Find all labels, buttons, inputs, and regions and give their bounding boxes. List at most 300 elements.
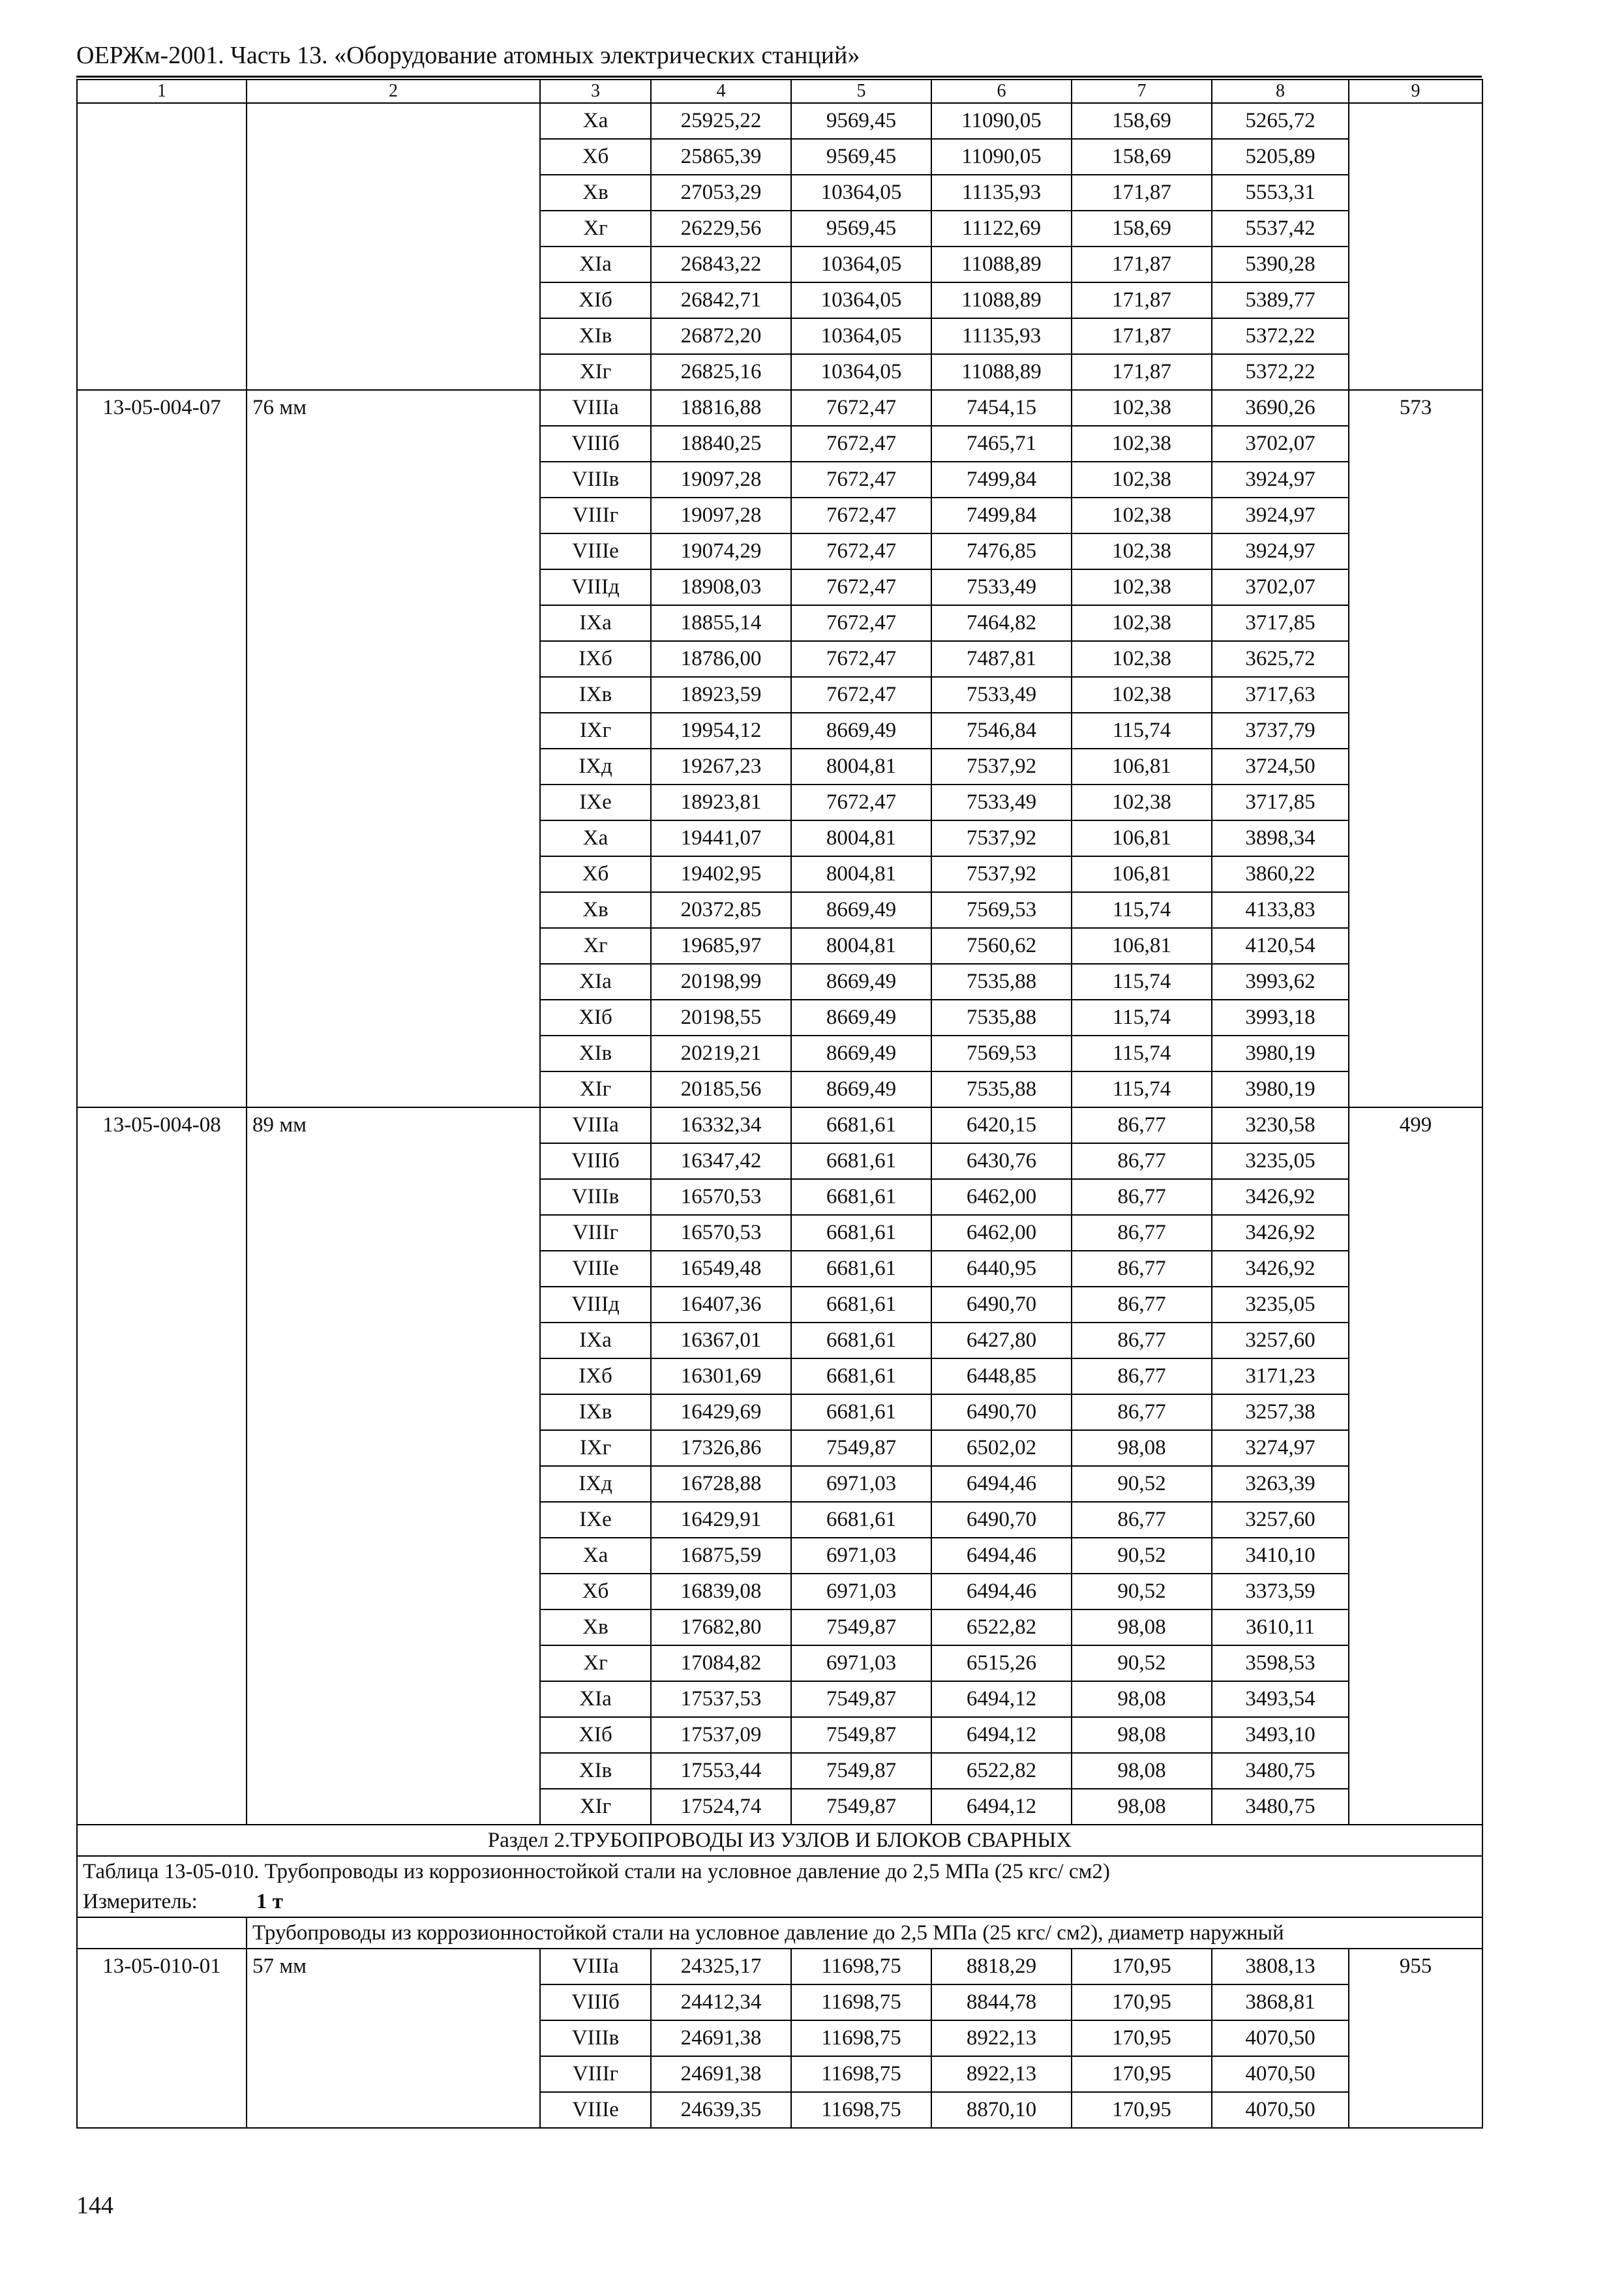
driver-wage: 106,81 xyxy=(1072,749,1212,785)
unit-value: 1 т xyxy=(256,1890,283,1913)
labor-cost: 8004,81 xyxy=(791,749,931,785)
total-cost: 16429,91 xyxy=(651,1502,791,1538)
material-cost: 3737,79 xyxy=(1212,713,1349,749)
labor-cost: 8669,49 xyxy=(791,1036,931,1071)
labor-cost: 7549,87 xyxy=(791,1609,931,1645)
labor-cost: 8669,49 xyxy=(791,892,931,928)
total-cost: 24691,38 xyxy=(651,2056,791,2092)
driver-wage: 98,08 xyxy=(1072,1430,1212,1466)
labor-cost: 6971,03 xyxy=(791,1574,931,1609)
total-cost: 16728,88 xyxy=(651,1466,791,1502)
machine-cost: 11088,89 xyxy=(931,354,1072,390)
machine-cost: 11088,89 xyxy=(931,282,1072,318)
driver-wage: 86,77 xyxy=(1072,1143,1212,1179)
machine-cost: 11090,05 xyxy=(931,103,1072,139)
column-number: 9 xyxy=(1349,80,1482,103)
total-cost: 19267,23 xyxy=(651,749,791,785)
machine-cost: 6462,00 xyxy=(931,1215,1072,1251)
column-number: 1 xyxy=(77,80,247,103)
machine-cost: 6490,70 xyxy=(931,1287,1072,1323)
driver-wage: 115,74 xyxy=(1072,713,1212,749)
driver-wage: 106,81 xyxy=(1072,928,1212,964)
region-zone: IXд xyxy=(540,1466,651,1502)
driver-wage: 170,95 xyxy=(1072,2056,1212,2092)
material-cost: 3717,85 xyxy=(1212,785,1349,820)
region-zone: XIв xyxy=(540,318,651,354)
total-cost: 20219,21 xyxy=(651,1036,791,1071)
total-cost: 16407,36 xyxy=(651,1287,791,1323)
region-zone: XIб xyxy=(540,1717,651,1753)
section-title: Раздел 2.ТРУБОПРОВОДЫ ИЗ УЗЛОВ И БЛОКОВ СВАРНЫХ xyxy=(77,1825,1482,1856)
total-cost: 18923,81 xyxy=(651,785,791,820)
material-cost: 3690,26 xyxy=(1212,390,1349,426)
material-cost: 5205,89 xyxy=(1212,139,1349,175)
total-cost: 20198,55 xyxy=(651,1000,791,1036)
total-cost: 16367,01 xyxy=(651,1323,791,1358)
empty-cell xyxy=(77,1917,247,1949)
region-zone: VIIIа xyxy=(540,390,651,426)
column-number: 4 xyxy=(651,80,791,103)
total-cost: 17326,86 xyxy=(651,1430,791,1466)
machine-cost: 7533,49 xyxy=(931,785,1072,820)
region-zone: IXб xyxy=(540,641,651,677)
driver-wage: 102,38 xyxy=(1072,605,1212,641)
table-body xyxy=(77,103,1482,2128)
driver-wage: 171,87 xyxy=(1072,354,1212,390)
region-zone: XIа xyxy=(540,964,651,1000)
driver-wage: 170,95 xyxy=(1072,1949,1212,1984)
driver-wage: 171,87 xyxy=(1072,318,1212,354)
driver-wage: 86,77 xyxy=(1072,1215,1212,1251)
labor-cost: 6681,61 xyxy=(791,1215,931,1251)
total-cost: 20185,56 xyxy=(651,1071,791,1107)
material-cost: 4070,50 xyxy=(1212,2020,1349,2056)
material-cost: 5390,28 xyxy=(1212,247,1349,282)
driver-wage: 102,38 xyxy=(1072,390,1212,426)
driver-wage: 170,95 xyxy=(1072,1984,1212,2020)
total-cost: 17524,74 xyxy=(651,1789,791,1825)
labor-cost: 7672,47 xyxy=(791,605,931,641)
driver-wage: 102,38 xyxy=(1072,677,1212,713)
unit-row xyxy=(77,1887,1482,1917)
material-cost: 3235,05 xyxy=(1212,1287,1349,1323)
machine-cost: 7465,71 xyxy=(931,426,1072,462)
material-price xyxy=(1349,103,1482,390)
region-zone: Xв xyxy=(540,892,651,928)
machine-cost: 6494,46 xyxy=(931,1538,1072,1574)
machine-cost: 7546,84 xyxy=(931,713,1072,749)
region-zone: IXе xyxy=(540,1502,651,1538)
material-cost: 3993,62 xyxy=(1212,964,1349,1000)
region-zone: IXв xyxy=(540,677,651,713)
region-zone: IXа xyxy=(540,1323,651,1358)
labor-cost: 10364,05 xyxy=(791,354,931,390)
total-cost: 17682,80 xyxy=(651,1609,791,1645)
material-cost: 3373,59 xyxy=(1212,1574,1349,1609)
material-price: 573 xyxy=(1349,390,1482,1107)
region-zone: XIг xyxy=(540,1071,651,1107)
labor-cost: 11698,75 xyxy=(791,2056,931,2092)
machine-cost: 7476,85 xyxy=(931,533,1072,569)
total-cost: 16332,34 xyxy=(651,1107,791,1143)
total-cost: 17553,44 xyxy=(651,1753,791,1789)
machine-cost: 11135,93 xyxy=(931,175,1072,211)
rate-code: 13-05-010-01 xyxy=(77,1949,247,2128)
region-zone: IXг xyxy=(540,1430,651,1466)
total-cost: 27053,29 xyxy=(651,175,791,211)
rates-table xyxy=(76,79,1483,2129)
total-cost: 19097,28 xyxy=(651,498,791,533)
total-cost: 19402,95 xyxy=(651,856,791,892)
driver-wage: 158,69 xyxy=(1072,211,1212,247)
region-zone: Xг xyxy=(540,211,651,247)
machine-cost: 8922,13 xyxy=(931,2020,1072,2056)
region-zone: IXа xyxy=(540,605,651,641)
labor-cost: 7672,47 xyxy=(791,677,931,713)
region-zone: VIIIе xyxy=(540,533,651,569)
driver-wage: 170,95 xyxy=(1072,2092,1212,2128)
total-cost: 20198,99 xyxy=(651,964,791,1000)
material-cost: 3493,10 xyxy=(1212,1717,1349,1753)
machine-cost: 6490,70 xyxy=(931,1394,1072,1430)
labor-cost: 7549,87 xyxy=(791,1717,931,1753)
labor-cost: 6681,61 xyxy=(791,1143,931,1179)
region-zone: IXб xyxy=(540,1358,651,1394)
labor-cost: 6681,61 xyxy=(791,1287,931,1323)
labor-cost: 6971,03 xyxy=(791,1538,931,1574)
labor-cost: 6681,61 xyxy=(791,1394,931,1430)
labor-cost: 8669,49 xyxy=(791,964,931,1000)
material-cost: 3993,18 xyxy=(1212,1000,1349,1036)
table-row xyxy=(77,103,1482,139)
total-cost: 19074,29 xyxy=(651,533,791,569)
driver-wage: 158,69 xyxy=(1072,139,1212,175)
region-zone: VIIIб xyxy=(540,1143,651,1179)
material-cost: 3724,50 xyxy=(1212,749,1349,785)
column-number: 7 xyxy=(1072,80,1212,103)
driver-wage: 98,08 xyxy=(1072,1681,1212,1717)
machine-cost: 6462,00 xyxy=(931,1179,1072,1215)
labor-cost: 10364,05 xyxy=(791,247,931,282)
rate-code xyxy=(77,103,247,390)
driver-wage: 102,38 xyxy=(1072,569,1212,605)
region-zone: Xг xyxy=(540,928,651,964)
machine-cost: 7454,15 xyxy=(931,390,1072,426)
table-row xyxy=(77,390,1482,426)
column-number: 6 xyxy=(931,80,1072,103)
rate-code: 13-05-004-08 xyxy=(77,1107,247,1825)
total-cost: 24325,17 xyxy=(651,1949,791,1984)
driver-wage: 106,81 xyxy=(1072,820,1212,856)
region-zone: XIб xyxy=(540,1000,651,1036)
material-cost: 3480,75 xyxy=(1212,1753,1349,1789)
material-price: 955 xyxy=(1349,1949,1482,2128)
material-price: 499 xyxy=(1349,1107,1482,1825)
material-cost: 3274,97 xyxy=(1212,1430,1349,1466)
material-cost: 5537,42 xyxy=(1212,211,1349,247)
labor-cost: 7549,87 xyxy=(791,1789,931,1825)
column-number: 3 xyxy=(540,80,651,103)
region-zone: VIIIг xyxy=(540,2056,651,2092)
material-cost: 3426,92 xyxy=(1212,1179,1349,1215)
material-cost: 3924,97 xyxy=(1212,498,1349,533)
total-cost: 20372,85 xyxy=(651,892,791,928)
driver-wage: 115,74 xyxy=(1072,1036,1212,1071)
labor-cost: 6681,61 xyxy=(791,1323,931,1358)
labor-cost: 10364,05 xyxy=(791,318,931,354)
material-cost: 5372,22 xyxy=(1212,354,1349,390)
machine-cost: 7533,49 xyxy=(931,677,1072,713)
material-cost: 3860,22 xyxy=(1212,856,1349,892)
driver-wage: 102,38 xyxy=(1072,533,1212,569)
total-cost: 26872,20 xyxy=(651,318,791,354)
machine-cost: 6494,12 xyxy=(931,1789,1072,1825)
machine-cost: 6515,26 xyxy=(931,1645,1072,1681)
total-cost: 16570,53 xyxy=(651,1215,791,1251)
total-cost: 26229,56 xyxy=(651,211,791,247)
machine-cost: 6420,15 xyxy=(931,1107,1072,1143)
total-cost: 26843,22 xyxy=(651,247,791,282)
region-zone: Xб xyxy=(540,856,651,892)
driver-wage: 90,52 xyxy=(1072,1645,1212,1681)
region-zone: VIIIг xyxy=(540,498,651,533)
table-title-row xyxy=(77,1856,1482,1887)
region-zone: XIв xyxy=(540,1753,651,1789)
material-cost: 3426,92 xyxy=(1212,1215,1349,1251)
machine-cost: 7535,88 xyxy=(931,1071,1072,1107)
driver-wage: 98,08 xyxy=(1072,1717,1212,1753)
total-cost: 17537,53 xyxy=(651,1681,791,1717)
material-cost: 3702,07 xyxy=(1212,569,1349,605)
labor-cost: 11698,75 xyxy=(791,1949,931,1984)
region-zone: VIIIв xyxy=(540,2020,651,2056)
material-cost: 4070,50 xyxy=(1212,2092,1349,2128)
machine-cost: 6440,95 xyxy=(931,1251,1072,1287)
labor-cost: 6681,61 xyxy=(791,1502,931,1538)
material-cost: 3257,60 xyxy=(1212,1323,1349,1358)
pipe-diameter xyxy=(247,103,540,390)
driver-wage: 98,08 xyxy=(1072,1753,1212,1789)
unit-cell xyxy=(77,1887,1482,1917)
material-cost: 3257,38 xyxy=(1212,1394,1349,1430)
driver-wage: 106,81 xyxy=(1072,856,1212,892)
total-cost: 19954,12 xyxy=(651,713,791,749)
labor-cost: 8669,49 xyxy=(791,713,931,749)
region-zone: VIIIа xyxy=(540,1107,651,1143)
region-zone: Xв xyxy=(540,175,651,211)
total-cost: 16429,69 xyxy=(651,1394,791,1430)
labor-cost: 8004,81 xyxy=(791,820,931,856)
machine-cost: 6427,80 xyxy=(931,1323,1072,1358)
material-cost: 4133,83 xyxy=(1212,892,1349,928)
machine-cost: 6430,76 xyxy=(931,1143,1072,1179)
labor-cost: 11698,75 xyxy=(791,2020,931,2056)
region-zone: XIа xyxy=(540,247,651,282)
column-number: 8 xyxy=(1212,80,1349,103)
total-cost: 18786,00 xyxy=(651,641,791,677)
unit-label: Измеритель: xyxy=(83,1890,198,1913)
machine-cost: 8844,78 xyxy=(931,1984,1072,2020)
labor-cost: 7672,47 xyxy=(791,426,931,462)
labor-cost: 7549,87 xyxy=(791,1430,931,1466)
labor-cost: 7549,87 xyxy=(791,1753,931,1789)
driver-wage: 158,69 xyxy=(1072,103,1212,139)
machine-cost: 11088,89 xyxy=(931,247,1072,282)
total-cost: 24691,38 xyxy=(651,2020,791,2056)
table-title: Таблица 13-05-010. Трубопроводы из коррозионностойкой стали на условное давление до 2,5 МПа (25 кгс/ см2) xyxy=(77,1856,1482,1887)
labor-cost: 11698,75 xyxy=(791,1984,931,2020)
material-cost: 3808,13 xyxy=(1212,1949,1349,1984)
total-cost: 26842,71 xyxy=(651,282,791,318)
material-cost: 3493,54 xyxy=(1212,1681,1349,1717)
material-cost: 3980,19 xyxy=(1212,1036,1349,1071)
material-cost: 3410,10 xyxy=(1212,1538,1349,1574)
region-zone: XIб xyxy=(540,282,651,318)
labor-cost: 6681,61 xyxy=(791,1179,931,1215)
material-cost: 3702,07 xyxy=(1212,426,1349,462)
material-cost: 3598,53 xyxy=(1212,1645,1349,1681)
region-zone: XIг xyxy=(540,1789,651,1825)
machine-cost: 7537,92 xyxy=(931,820,1072,856)
material-cost: 3171,23 xyxy=(1212,1358,1349,1394)
driver-wage: 102,38 xyxy=(1072,426,1212,462)
region-zone: XIг xyxy=(540,354,651,390)
region-zone: VIIIд xyxy=(540,1287,651,1323)
pipe-diameter: 57 мм xyxy=(247,1949,540,2128)
machine-cost: 7569,53 xyxy=(931,892,1072,928)
labor-cost: 6971,03 xyxy=(791,1645,931,1681)
driver-wage: 90,52 xyxy=(1072,1466,1212,1502)
driver-wage: 90,52 xyxy=(1072,1538,1212,1574)
material-cost: 3717,85 xyxy=(1212,605,1349,641)
machine-cost: 7464,82 xyxy=(931,605,1072,641)
labor-cost: 7549,87 xyxy=(791,1681,931,1717)
machine-cost: 6494,46 xyxy=(931,1574,1072,1609)
total-cost: 26825,16 xyxy=(651,354,791,390)
total-cost: 25925,22 xyxy=(651,103,791,139)
column-number: 2 xyxy=(247,80,540,103)
rate-code: 13-05-004-07 xyxy=(77,390,247,1107)
total-cost: 16570,53 xyxy=(651,1179,791,1215)
driver-wage: 171,87 xyxy=(1072,247,1212,282)
driver-wage: 86,77 xyxy=(1072,1287,1212,1323)
region-zone: IXв xyxy=(540,1394,651,1430)
material-cost: 3898,34 xyxy=(1212,820,1349,856)
region-zone: Xг xyxy=(540,1645,651,1681)
region-zone: VIIIб xyxy=(540,426,651,462)
total-cost: 19685,97 xyxy=(651,928,791,964)
total-cost: 18816,88 xyxy=(651,390,791,426)
machine-cost: 7537,92 xyxy=(931,749,1072,785)
region-zone: VIIIг xyxy=(540,1215,651,1251)
total-cost: 16875,59 xyxy=(651,1538,791,1574)
machine-cost: 8818,29 xyxy=(931,1949,1072,1984)
labor-cost: 7672,47 xyxy=(791,533,931,569)
driver-wage: 115,74 xyxy=(1072,892,1212,928)
region-zone: VIIIе xyxy=(540,2092,651,2128)
material-cost: 3625,72 xyxy=(1212,641,1349,677)
labor-cost: 10364,05 xyxy=(791,282,931,318)
work-description: Трубопроводы из коррозионностойкой стали на условное давление до 2,5 МПа (25 кгс/ см2), диаметр наружный xyxy=(247,1917,1482,1949)
driver-wage: 170,95 xyxy=(1072,2020,1212,2056)
material-cost: 3868,81 xyxy=(1212,1984,1349,2020)
driver-wage: 115,74 xyxy=(1072,1000,1212,1036)
material-cost: 3980,19 xyxy=(1212,1071,1349,1107)
region-zone: Xа xyxy=(540,1538,651,1574)
machine-cost: 11135,93 xyxy=(931,318,1072,354)
region-zone: IXг xyxy=(540,713,651,749)
driver-wage: 102,38 xyxy=(1072,641,1212,677)
driver-wage: 86,77 xyxy=(1072,1179,1212,1215)
region-zone: VIIIд xyxy=(540,569,651,605)
total-cost: 16549,48 xyxy=(651,1251,791,1287)
table-row xyxy=(77,1107,1482,1143)
machine-cost: 7560,62 xyxy=(931,928,1072,964)
region-zone: Xа xyxy=(540,820,651,856)
region-zone: Xб xyxy=(540,139,651,175)
driver-wage: 86,77 xyxy=(1072,1323,1212,1358)
region-zone: XIв xyxy=(540,1036,651,1071)
machine-cost: 6494,12 xyxy=(931,1717,1072,1753)
driver-wage: 115,74 xyxy=(1072,1071,1212,1107)
material-cost: 3480,75 xyxy=(1212,1789,1349,1825)
material-cost: 4070,50 xyxy=(1212,2056,1349,2092)
total-cost: 17084,82 xyxy=(651,1645,791,1681)
labor-cost: 7672,47 xyxy=(791,785,931,820)
driver-wage: 115,74 xyxy=(1072,964,1212,1000)
labor-cost: 6681,61 xyxy=(791,1251,931,1287)
machine-cost: 6448,85 xyxy=(931,1358,1072,1394)
region-zone: Xб xyxy=(540,1574,651,1609)
labor-cost: 6971,03 xyxy=(791,1466,931,1502)
machine-cost: 11090,05 xyxy=(931,139,1072,175)
driver-wage: 86,77 xyxy=(1072,1394,1212,1430)
machine-cost: 7535,88 xyxy=(931,1000,1072,1036)
total-cost: 18923,59 xyxy=(651,677,791,713)
machine-cost: 6522,82 xyxy=(931,1753,1072,1789)
region-zone: IXд xyxy=(540,749,651,785)
column-number: 5 xyxy=(791,80,931,103)
description-row xyxy=(77,1917,1482,1949)
labor-cost: 6681,61 xyxy=(791,1107,931,1143)
region-zone: VIIIв xyxy=(540,1179,651,1215)
driver-wage: 102,38 xyxy=(1072,498,1212,533)
driver-wage: 171,87 xyxy=(1072,175,1212,211)
labor-cost: 7672,47 xyxy=(791,462,931,498)
material-cost: 3257,60 xyxy=(1212,1502,1349,1538)
material-cost: 3426,92 xyxy=(1212,1251,1349,1287)
total-cost: 16301,69 xyxy=(651,1358,791,1394)
total-cost: 25865,39 xyxy=(651,139,791,175)
driver-wage: 98,08 xyxy=(1072,1789,1212,1825)
material-cost: 3924,97 xyxy=(1212,533,1349,569)
machine-cost: 7533,49 xyxy=(931,569,1072,605)
total-cost: 16839,08 xyxy=(651,1574,791,1609)
machine-cost: 7569,53 xyxy=(931,1036,1072,1071)
total-cost: 18855,14 xyxy=(651,605,791,641)
labor-cost: 11698,75 xyxy=(791,2092,931,2128)
machine-cost: 6494,12 xyxy=(931,1681,1072,1717)
driver-wage: 86,77 xyxy=(1072,1251,1212,1287)
total-cost: 17537,09 xyxy=(651,1717,791,1753)
table-row xyxy=(77,1949,1482,1984)
total-cost: 18840,25 xyxy=(651,426,791,462)
region-zone: VIIIа xyxy=(540,1949,651,1984)
labor-cost: 10364,05 xyxy=(791,175,931,211)
labor-cost: 9569,45 xyxy=(791,139,931,175)
machine-cost: 7499,84 xyxy=(931,498,1072,533)
machine-cost: 7535,88 xyxy=(931,964,1072,1000)
